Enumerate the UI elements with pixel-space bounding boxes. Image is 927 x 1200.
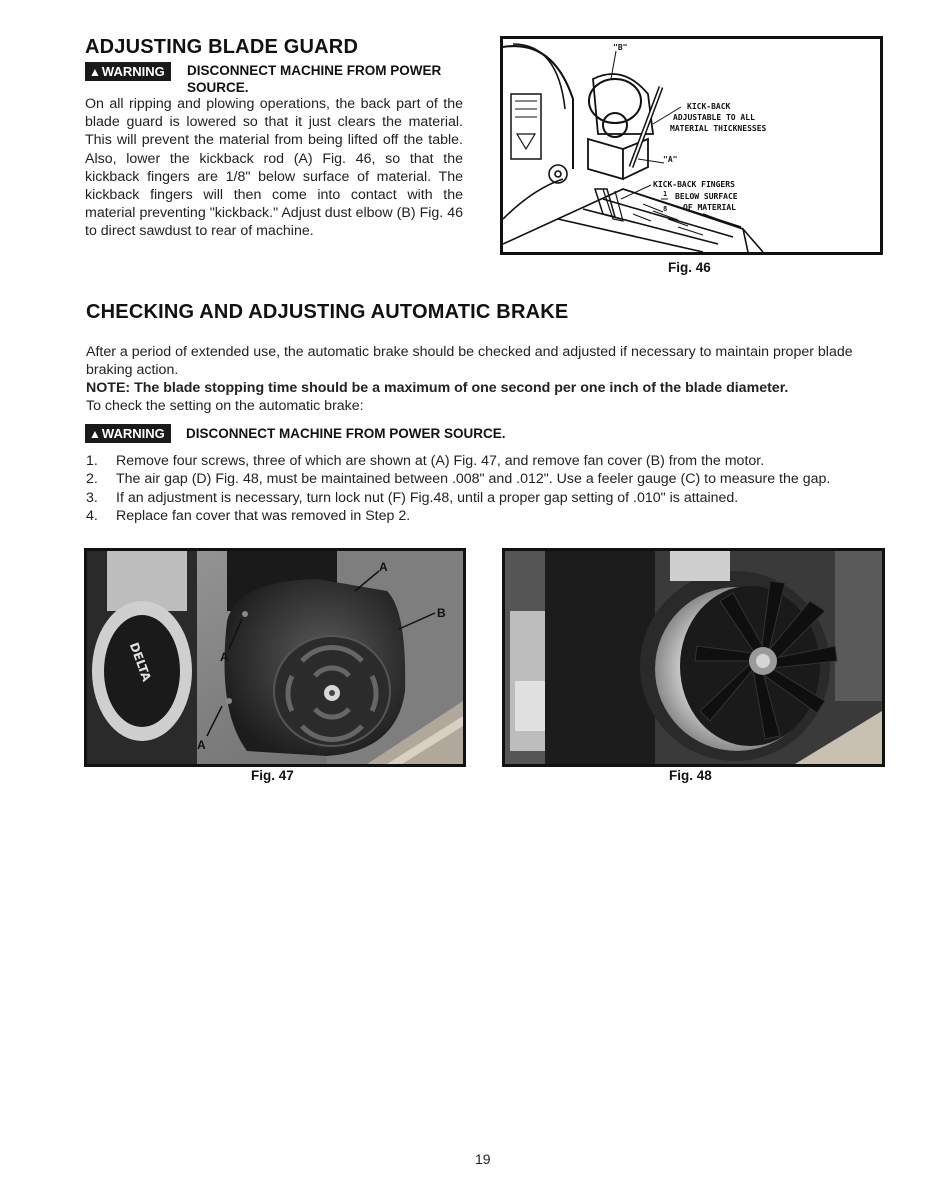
warning-badge <box>85 62 171 81</box>
warning-label-2: WARNING <box>101 426 165 441</box>
brake-intro-paragraph: After a period of extended use, the automatic brake should be checked and adjusted if necessary to maintain proper blade braking action. <box>86 344 853 379</box>
section-title-automatic-brake: CHECKING AND ADJUSTING AUTOMATIC BRAKE <box>86 301 569 323</box>
fig47-label-b: B <box>437 606 446 620</box>
brake-note: NOTE: The blade stopping time should be a maximum of one second per one inch of the blade diameter. <box>86 380 789 396</box>
list-item: 3. If an adjustment is necessary, turn lock nut (F) Fig.48, until a proper gap setting of .010" is attained. <box>86 489 739 506</box>
warning-label: WARNING <box>101 64 165 79</box>
fig46-callout-kickback-2: ADJUSTABLE TO ALL <box>673 113 755 122</box>
section-title-blade-guard: ADJUSTING BLADE GUARD <box>85 36 359 58</box>
fig46-callout-kickback-1: KICK-BACK <box>687 102 731 111</box>
figure-48-frame <box>502 548 885 767</box>
figure-47-photo <box>87 551 463 764</box>
warning-text-line1: DISCONNECT MACHINE FROM POWER <box>187 63 442 78</box>
figure-47-frame <box>84 548 466 767</box>
list-item: 2. The air gap (D) Fig. 48, must be maintained between .008" and .012". Use a feeler gauge (C) to measure the gap. <box>86 471 831 488</box>
figure-48-caption: Fig. 48 <box>669 768 712 783</box>
figure-48-photo <box>505 551 882 764</box>
fig47-label-a-mid: A <box>220 650 229 664</box>
fig46-callout-fingers-1: KICK-BACK FINGERS <box>653 180 735 189</box>
warning-text-line2: SOURCE. <box>187 80 249 95</box>
figure-46-frame <box>500 36 883 255</box>
warning-text <box>187 62 441 96</box>
blade-guard-paragraph: On all ripping and plowing operations, the back part of the blade guard is lowered so that it just clears the material. This will prevent the material from being lifted off the table. Also, lower the kickback rod (A) Fig. 46, so that the kickback fingers are 1/8" below surface of material. The kickback fingers will then come into contact with the material preventing "kickback." Adjust dust elbow (B) Fig. 46 to direct sawdust to rear of machine. <box>85 96 463 240</box>
figure-46-caption: Fig. 46 <box>668 260 711 275</box>
list-item: 1. Remove four screws, three of which are shown at (A) Fig. 47, and remove fan cover (B) from the motor. <box>86 453 765 469</box>
warning-triangle-icon: ▲ <box>89 65 101 79</box>
warning-triangle-icon: ▲ <box>89 427 101 441</box>
warning-text-2: DISCONNECT MACHINE FROM POWER SOURCE. <box>186 426 506 441</box>
fig47-label-a-bottom: A <box>197 738 206 752</box>
warning-badge-2 <box>85 424 171 443</box>
page-number: 19 <box>475 1151 491 1167</box>
fig46-callout-fingers-2: BELOW SURFACE <box>675 192 738 201</box>
list-item: 4. Replace fan cover that was removed in Step 2. <box>86 508 411 525</box>
delta-logo-text: DELTA <box>126 640 154 684</box>
fig46-label-a: "A" <box>663 155 678 164</box>
brake-steps-list <box>86 452 830 526</box>
brake-check-line: To check the setting on the automatic brake: <box>86 398 364 414</box>
fig46-label-b: "B" <box>613 43 628 52</box>
fig46-callout-kickback-3: MATERIAL THICKNESSES <box>670 124 767 133</box>
fig46-fraction-num: 1 <box>663 190 668 198</box>
fig46-fraction-den: 8 <box>663 205 668 213</box>
figure-47-caption: Fig. 47 <box>251 768 294 783</box>
figure-46-illustration <box>503 39 880 252</box>
fig46-callout-fingers-3: OF MATERIAL <box>683 203 736 212</box>
fig47-label-a-top: A <box>379 560 388 574</box>
